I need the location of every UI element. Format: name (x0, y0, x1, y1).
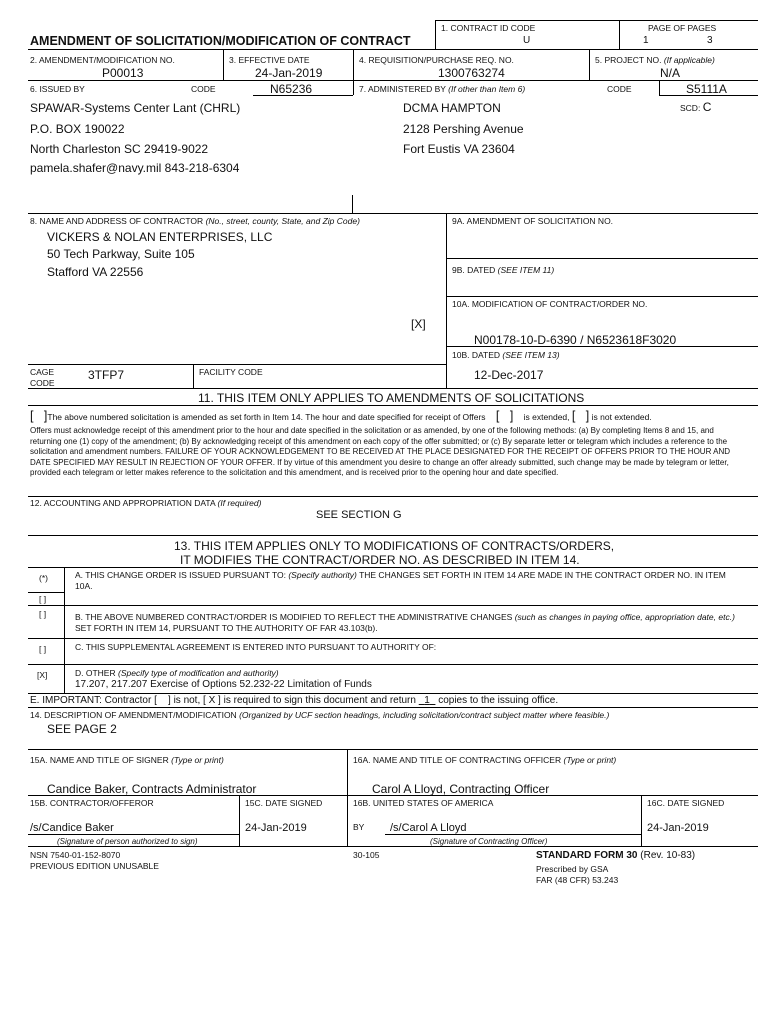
rule (239, 795, 240, 846)
rule (435, 20, 758, 21)
cage-label: CAGE CODE (30, 367, 55, 388)
code-label: CODE (191, 84, 216, 94)
issuer-line: P.O. BOX 190022 (30, 122, 125, 136)
co-signature: /s/Carol A Lloyd (390, 822, 467, 834)
item11-body: Offers must acknowledge receipt of this amendment prior to the hour and date specified in the solicitation or as amended, by one of the following methods: (a) By completing Items 8 and 15, and returning one (1) copy of the amendment; (b) By acknowledging receipt of this amendment on each copy of the offer submitted; or (c) By separate letter or telegram which includes a reference to the solicitation and amendment numbers. FAILURE OF YOUR ACKNOWLEDGEMENT TO BE RECEIVED AT THE PLACE DESIGNATED FOR THE RECEIPT OF OFFERS PRIOR TO THE HOUR AND DATE SPECIFIED MAY RESULT IN REJECTION OF YOUR OFFER. If by virtue of this amendment you desire to change an offer already submitted, such change may be made by telegram or letter, provided each telegram or letter makes reference to the solicitation and this amendment, and is received prior to the opening hour and date specified. (30, 426, 731, 477)
signer-name: Candice Baker, Contracts Administrator (47, 782, 257, 796)
rule (28, 49, 758, 50)
item11-line1: [ ]The above numbered solicitation is amended as set forth in Item 14. The hour and date specified for receipt of Offers [ ] is extended, [ ] is not extended. (30, 409, 652, 423)
cage-value: 3TFP7 (88, 368, 125, 382)
amendment-value: P00013 (102, 66, 144, 80)
rule (28, 567, 758, 568)
rule (446, 296, 758, 297)
administered-label: 7. ADMINISTERED BY (If other than Item 6) (359, 84, 526, 94)
date-15c-label: 15C. DATE SIGNED (245, 798, 323, 808)
rule (28, 496, 758, 497)
contractor-label: 8. NAME AND ADDRESS OF CONTRACTOR (No., street, county, State, and Zip Code) (30, 216, 360, 226)
date-16c-value: 24-Jan-2019 (647, 822, 709, 834)
rule (446, 258, 758, 259)
contractor-signature: /s/Candice Baker (30, 822, 114, 834)
modification-label: 10A. MODIFICATION OF CONTRACT/ORDER NO. (452, 299, 648, 309)
admin-code-value: S5111A (686, 82, 727, 96)
rule (223, 50, 224, 80)
item13c-text: C. THIS SUPPLEMENTAL AGREEMENT IS ENTERED INTO PURSUANT TO AUTHORITY OF: (75, 642, 437, 652)
rule (64, 567, 65, 693)
contract-id-value: U (523, 35, 531, 46)
rule (193, 364, 194, 388)
item13-heading2: IT MODIFIES THE CONTRACT/ORDER NO. AS DESCRIBED IN ITEM 14. (180, 553, 580, 567)
item13a-text: A. THIS CHANGE ORDER IS ISSUED PURSUANT TO: (Specify authority) THE CHANGES SET FORTH IN ITEM 14 ARE MADE IN THE CONTRACT ORDER NO. IN ITEM 10A. (75, 570, 726, 591)
page-number: 1 (643, 35, 649, 46)
project-label: 5. PROJECT NO. (If applicable) (595, 55, 715, 65)
rule (28, 592, 64, 593)
rule (659, 80, 660, 95)
form-title: AMENDMENT OF SOLICITATION/MODIFICATION OF CONTRACT (30, 34, 411, 48)
description-label: 14. DESCRIPTION OF AMENDMENT/MODIFICATION (Organized by UCF section headings, including solicitation/contract subject matter where feasible.) (30, 710, 610, 720)
nsn: NSN 7540-01-152-8070 (30, 850, 121, 860)
rule (352, 195, 353, 213)
important-line: E. IMPORTANT: Contractor [ ] is not, [ X ] is required to sign this document and return 1 copies to the issuing office. (30, 695, 559, 706)
item13b-text: B. THE ABOVE NUMBERED CONTRACT/ORDER IS MODIFIED TO REFLECT THE ADMINISTRATIVE CHANGES (such as changes in paying office, appropriation date, etc.) SET FORTH IN ITEM 14, PURSUANT TO THE AUTHORITY OF FAR 43.103(b). (75, 612, 735, 633)
requisition-value: 1300763274 (438, 66, 505, 80)
rule (446, 213, 447, 388)
item13d-value: 17.207, 217.207 Exercise of Options 52.232-22 Limitation of Funds (75, 679, 372, 690)
amendment-solicitation-label: 9A. AMENDMENT OF SOLICITATION NO. (452, 216, 614, 226)
previous-edition: PREVIOUS EDITION UNUSABLE (30, 861, 159, 871)
item13-blank-mark[interactable]: [ ] (39, 594, 47, 604)
issuer-code-value: N65236 (270, 82, 313, 96)
item13d-mark[interactable]: [X] (37, 670, 48, 680)
dated-10b-label: 10B. DATED (SEE ITEM 13) (452, 350, 560, 360)
item13c-mark[interactable]: [ ] (39, 644, 47, 654)
effective-date-value: 24-Jan-2019 (255, 66, 323, 80)
rule (28, 405, 758, 406)
rule (28, 535, 758, 536)
amendment-label: 2. AMENDMENT/MODIFICATION NO. (30, 55, 175, 65)
admin-line: Fort Eustis VA 23604 (403, 142, 515, 156)
effective-date-label: 3. EFFECTIVE DATE (229, 55, 310, 65)
by-label: BY (353, 822, 365, 832)
item13b-mark[interactable]: [ ] (39, 609, 47, 619)
contracting-officer-label: 16A. NAME AND TITLE OF CONTRACTING OFFICER (Type or print) (353, 755, 617, 765)
pages-total: 3 (707, 35, 713, 46)
item11-heading: 11. THIS ITEM ONLY APPLIES TO AMENDMENTS OF SOLICITATIONS (198, 391, 585, 405)
rule (28, 749, 758, 750)
issued-by-label: 6. ISSUED BY (30, 84, 85, 94)
issuer-email: pamela.shafer@navy.mil 843-218-6304 (30, 161, 240, 175)
item13-heading: 13. THIS ITEM APPLIES ONLY TO MODIFICATIONS OF CONTRACTS/ORDERS, (174, 539, 615, 553)
form-number: 30-105 (353, 850, 380, 860)
contracting-officer-name: Carol A Lloyd, Contracting Officer (372, 782, 550, 796)
rule (28, 80, 758, 81)
rule (28, 605, 758, 606)
rule (28, 664, 758, 665)
far: FAR (48 CFR) 53.243 (536, 875, 619, 885)
rule (28, 693, 758, 694)
modification-checkbox[interactable]: [X] (411, 317, 426, 331)
rule (28, 638, 758, 639)
date-15c-value: 24-Jan-2019 (245, 822, 307, 834)
issuer-line: SPAWAR-Systems Center Lant (CHRL) (30, 101, 241, 115)
rule (28, 364, 446, 365)
requisition-label: 4. REQUISITION/PURCHASE REQ. NO. (359, 55, 514, 65)
dated-10b-value: 12-Dec-2017 (474, 368, 544, 382)
admin-line: DCMA HAMPTON (403, 101, 501, 115)
modification-value: N00178-10-D-6390 / N6523618F3020 (474, 333, 677, 347)
contractor-signature-note: (Signature of person authorized to sign) (57, 837, 198, 846)
item13d-text: D. OTHER (Specify type of modification and authority) (75, 668, 279, 678)
accounting-value: SEE SECTION G (316, 509, 402, 521)
contractor-line: 50 Tech Parkway, Suite 105 (47, 247, 195, 261)
usa-label: 16B. UNITED STATES OF AMERICA (353, 798, 494, 808)
dated-9b-label: 9B. DATED (SEE ITEM 11) (452, 265, 555, 275)
page-of-pages-label: PAGE OF PAGES (648, 23, 717, 33)
checkbox-required[interactable]: [ X ] (203, 695, 221, 706)
item13a-mark[interactable]: (*) (39, 573, 48, 583)
rule (353, 50, 354, 95)
scd-label: SCD: C (680, 100, 712, 114)
rule (589, 50, 590, 80)
prescribed: Prescribed by GSA (536, 864, 609, 874)
rule (28, 707, 758, 708)
checkbox[interactable]: [ ] (154, 695, 171, 706)
rule (28, 388, 758, 389)
rule (435, 20, 436, 50)
admin-line: 2128 Pershing Avenue (403, 122, 524, 136)
contractor-offeror-label: 15B. CONTRACTOR/OFFEROR (30, 798, 154, 808)
contractor-line: Stafford VA 22556 (47, 265, 144, 279)
code2-label: CODE (607, 84, 632, 94)
rule (385, 834, 641, 835)
co-signature-note: (Signature of Contracting Officer) (430, 837, 548, 846)
contract-id-label: 1. CONTRACT ID CODE (441, 23, 536, 33)
checkbox[interactable]: [ ] (495, 409, 514, 423)
rule (347, 749, 348, 846)
contractor-line: VICKERS & NOLAN ENTERPRISES, LLC (47, 230, 273, 244)
checkbox[interactable]: [ ] (30, 409, 48, 423)
signer-label: 15A. NAME AND TITLE OF SIGNER (Type or print) (30, 755, 224, 765)
issuer-line: North Charleston SC 29419-9022 (30, 142, 209, 156)
date-16c-label: 16C. DATE SIGNED (647, 798, 725, 808)
rule (28, 846, 758, 847)
description-value: SEE PAGE 2 (47, 722, 117, 736)
rule (641, 795, 642, 846)
project-value: N/A (660, 66, 681, 80)
facility-label: FACILITY CODE (199, 367, 263, 377)
rule (28, 213, 758, 214)
checkbox[interactable]: [ ] (571, 409, 590, 423)
standard-form: STANDARD FORM 30 (Rev. 10-83) (536, 850, 696, 861)
accounting-label: 12. ACCOUNTING AND APPROPRIATION DATA (If required) (30, 498, 262, 508)
rule (619, 20, 620, 50)
rule (28, 834, 239, 835)
